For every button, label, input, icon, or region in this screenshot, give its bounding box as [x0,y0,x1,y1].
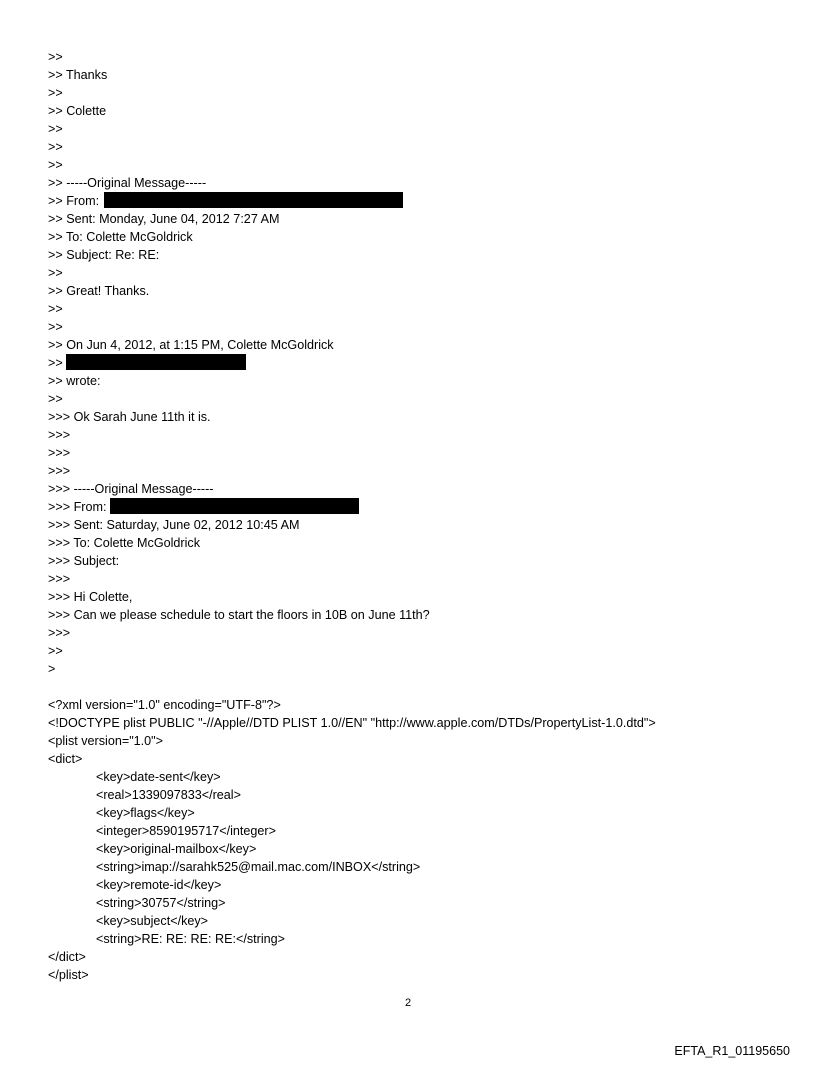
attribution-line: >> wrote: [48,374,101,388]
plist-doctype: <!DOCTYPE plist PUBLIC "-//Apple//DTD PLIST 1.0//EN" "http://www.apple.com/DTDs/PropertyList-1.0.dtd"> [48,716,656,730]
quoted-line: >>> [48,572,71,586]
attribution-line: >> On Jun 4, 2012, at 1:15 PM, Colette McGoldrick [48,338,334,352]
original-message-header: >>> -----Original Message----- [48,482,214,496]
plist-entry: <string>imap://sarahk525@mail.mac.com/INBOX</string> [96,860,421,874]
quoted-line: >>> [48,464,71,478]
from-label: >> From: [48,194,100,208]
bates-id: EFTA_R1_01195650 [674,1044,790,1058]
quote-marker: >> [48,356,63,370]
quoted-line: >> [48,320,63,334]
to-line: >> To: Colette McGoldrick [48,230,193,244]
quoted-line: >> Great! Thanks. [48,284,150,298]
redaction-block [104,192,403,208]
plist-entry: <key>flags</key> [96,806,195,820]
quoted-line: >> [48,122,63,136]
quoted-line: >>> [48,626,71,640]
quoted-line: >>> [48,446,71,460]
plist-dict-close: </dict> [48,950,86,964]
plist-entry: <key>date-sent</key> [96,770,221,784]
quoted-line: >> [48,86,63,100]
plist-entry: <integer>8590195717</integer> [96,824,276,838]
plist-dict-open: <dict> [48,752,83,766]
quoted-line: > [48,662,56,676]
to-line: >>> To: Colette McGoldrick [48,536,201,550]
quoted-line: >> [48,644,63,658]
quoted-line: >>> [48,428,71,442]
subject-line: >>> Subject: [48,554,120,568]
quoted-line: >> [48,266,63,280]
quoted-line: >> [48,158,63,172]
redaction-block [66,354,246,370]
quoted-line: >>> Ok Sarah June 11th it is. [48,410,211,424]
sent-line: >> Sent: Monday, June 04, 2012 7:27 AM [48,212,280,226]
redaction-block [110,498,359,514]
plist-entry: <key>original-mailbox</key> [96,842,257,856]
quoted-line: >>> Can we please schedule to start the floors in 10B on June 11th? [48,608,430,622]
plist-xml-declaration: <?xml version="1.0" encoding="UTF-8"?> [48,698,281,712]
plist-entry: <string>RE: RE: RE: RE:</string> [96,932,285,946]
quoted-line: >> [48,50,63,64]
quoted-line: >> [48,140,63,154]
from-line [48,192,788,210]
spacer [48,678,788,696]
from-label: >>> From: [48,500,107,514]
from-line [48,498,788,516]
quoted-line: >> Thanks [48,68,108,82]
quoted-line: >> Colette [48,104,107,118]
plist-entry: <key>remote-id</key> [96,878,222,892]
quoted-line: >> [48,392,63,406]
plist-entry: <real>1339097833</real> [96,788,241,802]
plist-open-tag: <plist version="1.0"> [48,734,164,748]
attribution-redacted-line [48,354,788,372]
original-message-header: >> -----Original Message----- [48,176,207,190]
plist-entry: <string>30757</string> [96,896,226,910]
subject-line: >> Subject: Re: RE: [48,248,160,262]
quoted-line: >>> Hi Colette, [48,590,133,604]
plist-close-tag: </plist> [48,968,89,982]
sent-line: >>> Sent: Saturday, June 02, 2012 10:45 AM [48,518,300,532]
email-body [48,48,788,984]
page-number: 2 [404,997,412,1009]
quoted-line: >> [48,302,63,316]
plist-entry: <key>subject</key> [96,914,209,928]
